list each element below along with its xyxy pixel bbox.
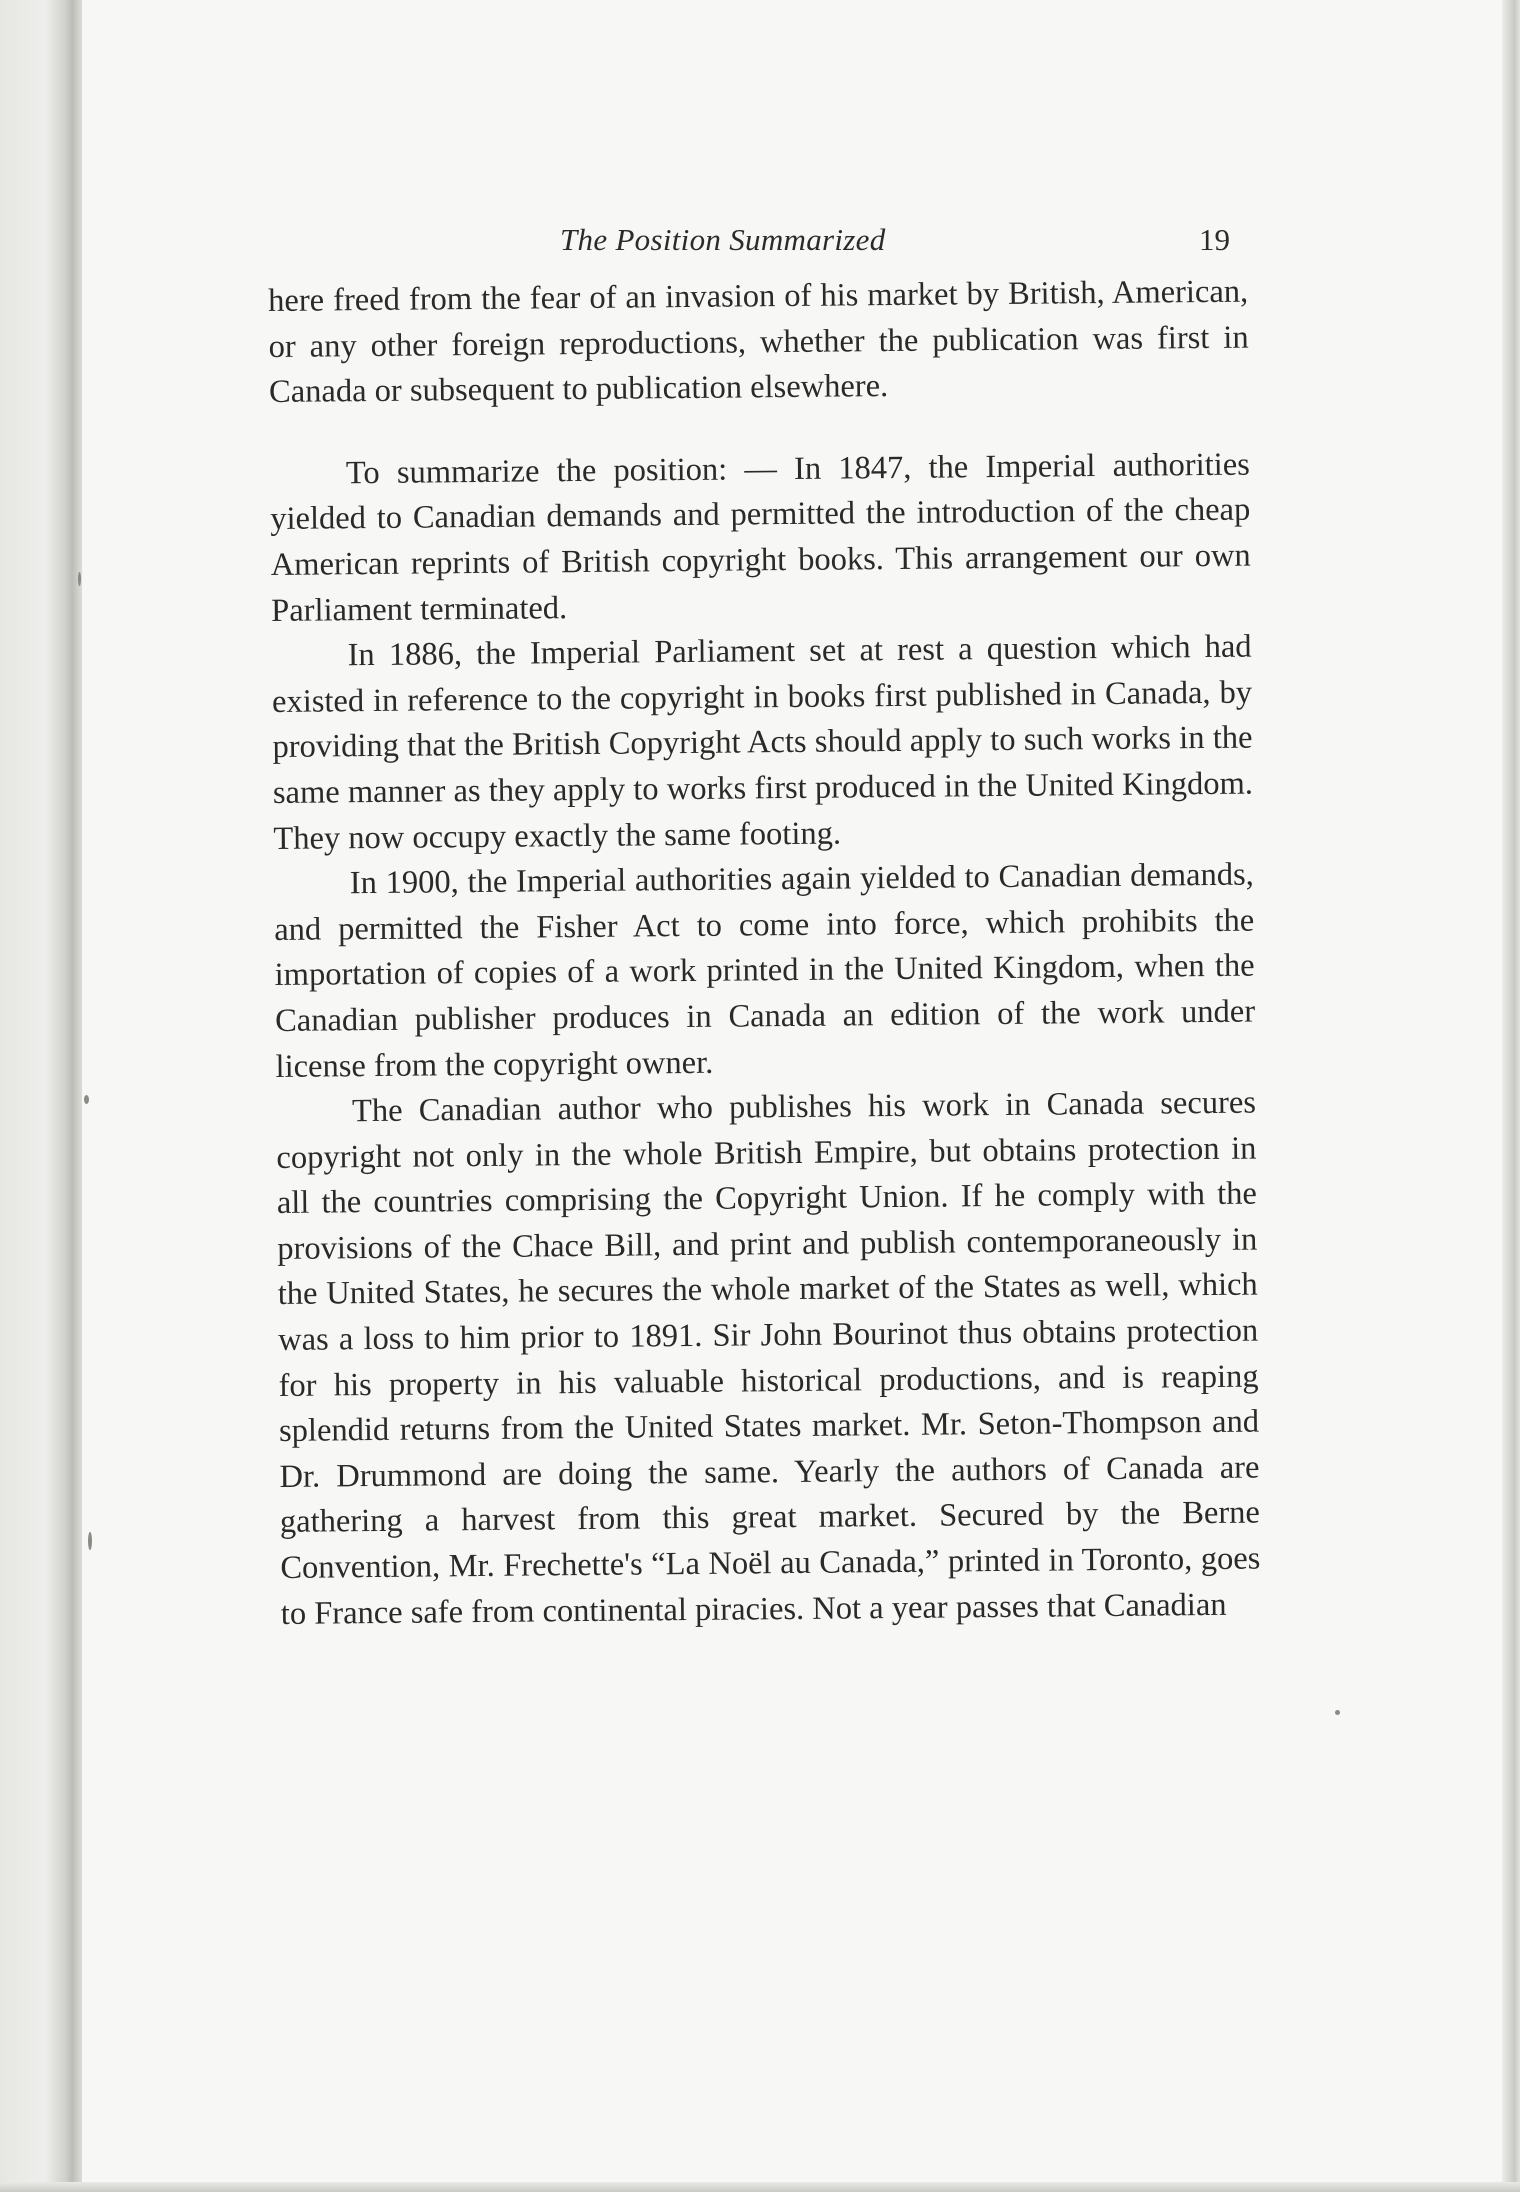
scan-speck xyxy=(78,572,81,586)
paragraph-1900: In 1900, the Imperial authorities again yielded to Canadian demands, and permitted the Fisher Act to come into force, which prohibits the importation of copies of a work printed in the United Kingdom, when the Canadian publisher produces in Canada an edition of the work under license from the copyright owner. xyxy=(274,856,1256,1085)
paragraph-1886: In 1886, the Imperial Parliament set at rest a question which had existed in reference to the copyright in books first published in Canada, by providing that the British Copyright Acts should apply to such works in the same manner as they apply to works first produced in the United Kingdom. They now occupy exactly the same footing. xyxy=(271,628,1254,857)
scan-speck xyxy=(1335,1710,1340,1715)
scan-speck xyxy=(88,1532,92,1550)
body-text xyxy=(268,270,1261,1638)
page-header xyxy=(560,222,1240,262)
book-binding-shadow xyxy=(0,0,82,2192)
paragraph-canadian-author: The Canadian author who publishes his work in Canada secures copyright not only in the whole British Empire, but obtains protection in all the countries comprising the Copyright Union. If he comply with the provisions of the Chace Bill, and print and publish contemporaneously in the United States, he secures the whole market of the States as well, which was a loss to him prior to 1891. Sir John Bourinot thus obtains protection for his property in his valuable historical productions, and is reaping splendid returns from the United States market. Mr. Seton-Thompson and Dr. Drummond are doing the same. Yearly the authors of Canada are gathering a harvest from this great market. Secured by the Berne Convention, Mr. Frechette's “La Noël au Canada,” printed in Toronto, goes to France safe from continental piracies. Not a year passes that Canadian xyxy=(276,1084,1261,1632)
paragraph-continuation: here freed from the fear of an invasion of his market by British, American, or any other foreign reproductions, whether the publication was first in Canada or subsequent to publication elsewhere. xyxy=(268,273,1249,411)
page-number: 19 xyxy=(1199,222,1230,257)
paragraph-summary-1847: To summarize the position: — In 1847, the Imperial authorities yielded to Canadian demands and permitted the introduction of the cheap American reprints of British copyright books. This arrangement our own Parliament terminated. xyxy=(270,446,1251,629)
page-bottom-edge xyxy=(0,2182,1520,2192)
running-title: The Position Summarized xyxy=(560,222,886,257)
page-right-edge xyxy=(1502,0,1520,2192)
scan-speck xyxy=(84,1095,89,1104)
